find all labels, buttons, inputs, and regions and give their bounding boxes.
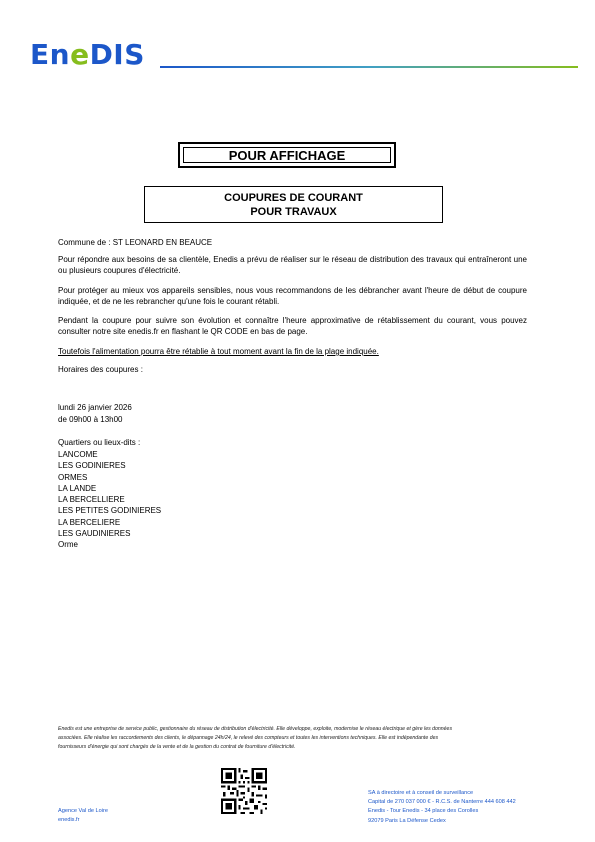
website-link[interactable]: enedis.fr bbox=[58, 817, 80, 823]
places-list bbox=[58, 449, 527, 551]
paragraph-1: Pour répondre aux besoins de sa clientèle, Enedis a prévu de réaliser sur le réseau de distribution des travaux qui entraîneront une ou plusieurs coupures d'électricité. bbox=[58, 255, 527, 276]
logo-text-part1: En bbox=[30, 38, 71, 71]
paragraph-3: Pendant la coupure pour suivre son évolution et connaître l'heure approximative de rétablissement du courant, vous pouvez consulter notre site enedis.fr en flashant le QR CODE en bas de page. bbox=[58, 316, 527, 337]
disclaimer-line: fournisseurs d'énergie qui sont chargés de la vente et de la gestion du contrat de fourniture d'électricité. bbox=[58, 743, 296, 750]
place-item: LES GAUDINIERES bbox=[58, 529, 131, 539]
horaires-label: Horaires des coupures : bbox=[58, 365, 143, 374]
title-box bbox=[144, 186, 443, 223]
place-item: LANCOME bbox=[58, 450, 98, 459]
agence-name: Agence Val de Loire bbox=[58, 808, 108, 814]
disclaimer-line: associées. Elle réalise les raccordements des clients, le dépannage 24h/24, le relevé des compteurs et toutes les interventions techniques. Elle est indépendante des bbox=[58, 734, 439, 741]
company-info-line: Enedis - Tour Enedis - 34 place des Corolles bbox=[368, 808, 479, 815]
quartiers-label: Quartiers ou lieux-dits : bbox=[58, 438, 141, 447]
company-info-line: 92079 Paris La Défense Cedex bbox=[368, 817, 446, 824]
company-info-line: Capital de 270 037 000 € - R.C.S. de Nanterre 444 608 442 bbox=[368, 799, 516, 806]
place-item: LES PETITES GODINIERES bbox=[58, 506, 162, 516]
place-item: LA BERCELIERE bbox=[58, 517, 121, 527]
paragraph-2: Pour protéger au mieux vos appareils sensibles, nous vous recommandons de les débrancher avant l'heure de début de coupure indiquée, et de ne les rebrancher qu'une fois le courant rétabli. bbox=[58, 286, 527, 307]
disclaimer-line: Enedis est une entreprise de service public, gestionnaire du réseau de distribution d'électricité. Elle développe, exploite, modernise le réseau électrique et gère les données bbox=[58, 726, 453, 732]
commune-line: Commune de : ST LEONARD EN BEAUCE bbox=[58, 238, 213, 247]
title-line-1: COUPURES DE COURANT bbox=[224, 192, 363, 204]
agence-block bbox=[58, 807, 108, 825]
paragraph-4-underlined: Toutefois l'alimentation pourra être rétablie à tout moment avant la fin de la plage indiquée. bbox=[58, 347, 379, 356]
place-item: LA BERCELLIERE bbox=[58, 495, 125, 505]
qr-code[interactable] bbox=[221, 768, 267, 814]
logo-text-part2: e bbox=[70, 38, 90, 71]
logo-text-part3: DIS bbox=[89, 38, 145, 71]
company-info-block bbox=[368, 789, 516, 826]
place-item: LES GODINIERES bbox=[58, 461, 126, 471]
pour-affichage-label: POUR AFFICHAGE bbox=[183, 147, 391, 163]
footer-disclaimer bbox=[58, 725, 538, 751]
company-info-line: SA à directoire et à conseil de surveillance bbox=[368, 790, 474, 796]
schedule-date: lundi 26 janvier 2026 bbox=[58, 403, 132, 412]
place-item: ORMES bbox=[58, 472, 88, 482]
pour-affichage-box bbox=[178, 142, 396, 168]
place-item: LA LANDE bbox=[58, 483, 97, 493]
header-gradient-rule bbox=[160, 66, 578, 68]
place-item: Orme bbox=[58, 540, 78, 550]
title-line-2: POUR TRAVAUX bbox=[250, 206, 337, 218]
schedule-time: de 09h00 à 13h00 bbox=[58, 415, 123, 424]
enedis-logo bbox=[30, 40, 145, 70]
